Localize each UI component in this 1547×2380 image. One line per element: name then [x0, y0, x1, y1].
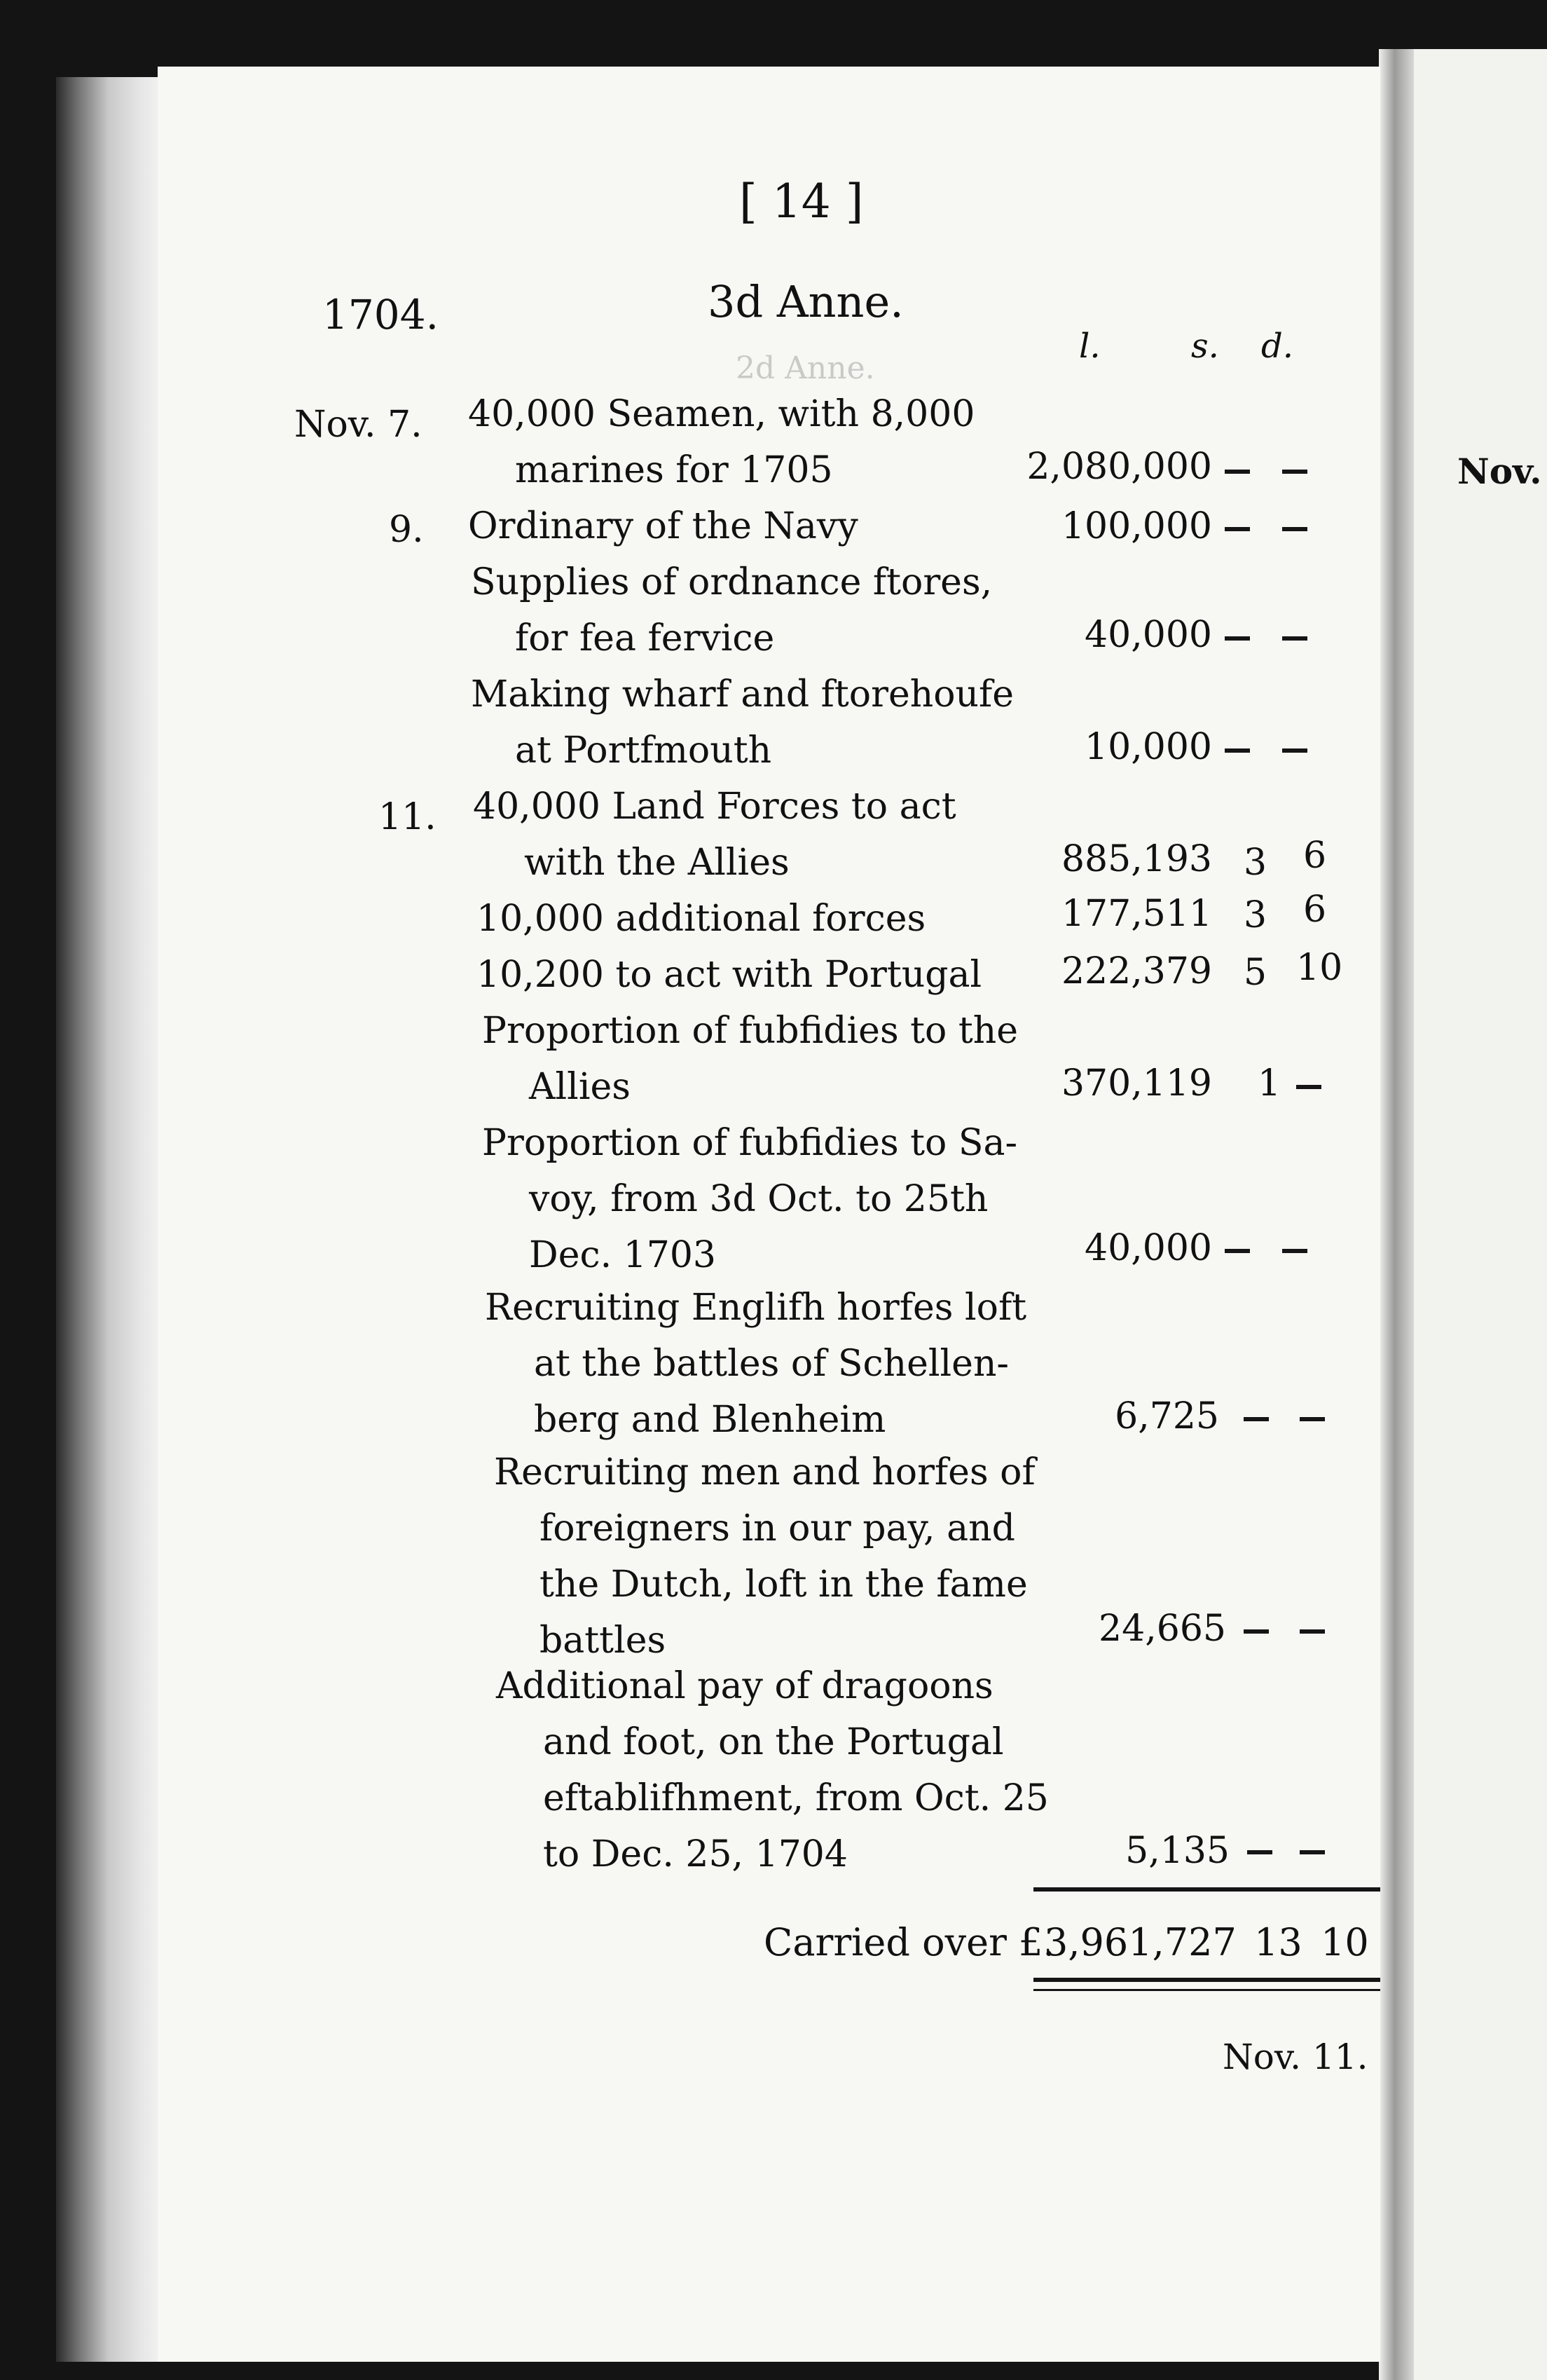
entry-text: at Portfmouth [515, 730, 772, 772]
facing-page [1414, 49, 1547, 2380]
entry-text: for fea fervice [515, 617, 775, 659]
reign-heading: 3d Anne. [708, 276, 904, 327]
entry-text: berg and Blenheim [534, 1399, 886, 1441]
entry-amount: 40,000 [1085, 1227, 1212, 1269]
total-shillings: 13 [1254, 1920, 1302, 1964]
column-header-shillings: s. [1191, 327, 1219, 366]
book-spine-edge [56, 77, 161, 2362]
entry-text: marines for 1705 [515, 449, 833, 491]
entry-amount: 24,665 [1099, 1608, 1226, 1650]
entry-text: the Dutch, loft in the fame [539, 1564, 1028, 1606]
entry-text: Making wharf and ftorehoufe [471, 673, 1015, 716]
entry-text: with the Allies [524, 842, 790, 884]
entry-shillings: 3 [1244, 894, 1267, 936]
year-heading: 1704. [322, 291, 439, 338]
entry-amount: 5,135 [1125, 1830, 1230, 1872]
entry-shillings: 1 [1258, 1062, 1281, 1104]
entry-pence: 6 [1303, 889, 1327, 931]
entry-amount: 885,193 [1061, 838, 1212, 880]
entry-text: Ordinary of the Navy [468, 505, 858, 547]
catchword: Nov. 11. [1223, 2037, 1368, 2077]
entry-amount: 370,119 [1061, 1062, 1212, 1104]
entry-date: 11. [378, 796, 436, 838]
entry-pence: 6 [1303, 835, 1327, 877]
entry-text: 10,000 additional forces [476, 898, 926, 940]
page-number: [ 14 ] [739, 175, 864, 228]
sum-rule [1033, 1887, 1380, 1892]
entry-text: Proportion of fubfidies to the [482, 1010, 1019, 1052]
entry-text: at the battles of Schellen- [534, 1343, 1010, 1385]
entry-amount: 177,511 [1061, 893, 1212, 935]
entry-amount: 40,000 [1085, 614, 1212, 656]
entry-text: battles [539, 1620, 666, 1662]
entry-text: Dec. 1703 [529, 1234, 716, 1276]
entry-text: 10,200 to act with Portugal [476, 954, 982, 996]
entry-date: Nov. 7. [294, 404, 422, 446]
entry-text: Additional pay of dragoons [496, 1665, 993, 1707]
total-label: Carried over £. [764, 1920, 1055, 1964]
entry-text: eftablifhment, from Oct. 25 [543, 1777, 1049, 1819]
entry-text: Allies [529, 1066, 631, 1108]
entry-text: voy, from 3d Oct. to 25th [529, 1178, 989, 1220]
total-amount: 3,961,727 [1044, 1920, 1237, 1964]
facing-page-heading: Nov. [1457, 451, 1542, 492]
entry-text: and foot, on the Portugal [543, 1721, 1004, 1763]
entry-text: Proportion of fubfidies to Sa- [482, 1122, 1018, 1164]
entry-shillings: 3 [1244, 842, 1267, 884]
double-rule-bottom [1033, 1989, 1380, 1991]
entry-text: 40,000 Land Forces to act [473, 786, 956, 828]
page-gutter [1379, 49, 1414, 2380]
entry-text: Recruiting men and horfes of [494, 1451, 1036, 1493]
entry-pence: 10 [1296, 947, 1343, 989]
entry-amount: 10,000 [1085, 726, 1212, 768]
entry-amount: 6,725 [1115, 1395, 1219, 1437]
entry-amount: 2,080,000 [1026, 446, 1212, 488]
entry-amount: 100,000 [1061, 505, 1212, 547]
entry-shillings: 5 [1244, 952, 1267, 994]
double-rule-top [1033, 1978, 1380, 1982]
entry-text: 40,000 Seamen, with 8,000 [468, 393, 975, 435]
total-pence: 10 [1321, 1920, 1369, 1964]
entry-text: to Dec. 25, 1704 [543, 1833, 848, 1875]
entry-amount: 222,379 [1061, 950, 1212, 992]
column-header-pence: d. [1261, 327, 1293, 366]
entry-text: Supplies of ordnance ftores, [471, 561, 993, 603]
column-header-pounds: l. [1079, 327, 1101, 366]
entry-text: foreigners in our pay, and [539, 1507, 1015, 1550]
entry-text: Recruiting Englifh horfes loft [485, 1287, 1027, 1329]
show-through-text: 2d Anne. [736, 350, 875, 386]
entry-date: 9. [389, 509, 424, 551]
